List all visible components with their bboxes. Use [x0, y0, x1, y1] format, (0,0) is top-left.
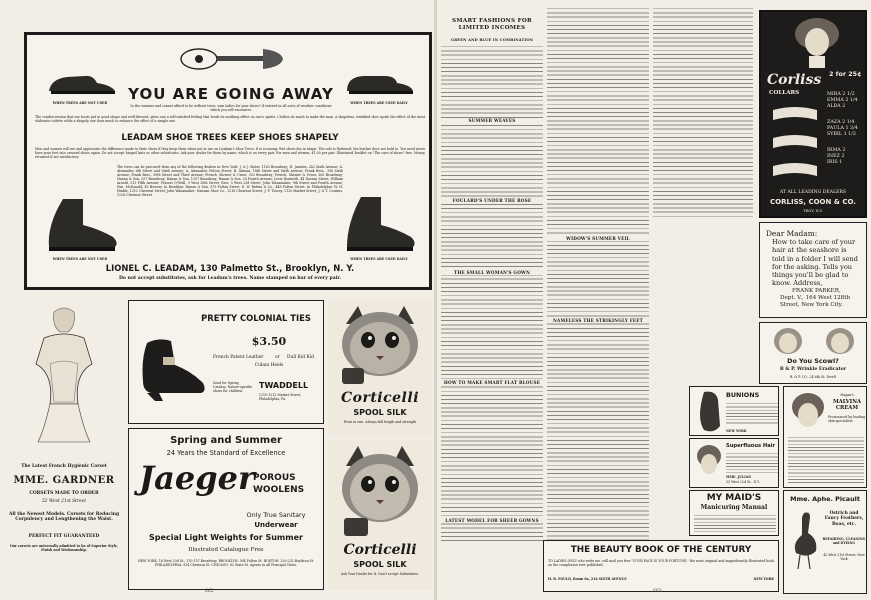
headline: YOU ARE GOING AWAY	[128, 85, 334, 103]
corliss-brand: Corliss	[767, 72, 822, 88]
leadam-subhead: LEADAM SHOE TREES KEEP SHOES SHAPELY	[121, 133, 339, 143]
shoe-used-top	[345, 73, 415, 95]
jaeger-woolens: WOOLENS	[253, 485, 305, 495]
superfluous-hair-ad	[689, 438, 779, 488]
jaeger-special: Special Light Weights for Summer	[149, 533, 303, 542]
section-summer-weaves: SUMMER WEAVES	[441, 118, 543, 123]
collar-name: IRIS 1	[827, 160, 843, 165]
corticelli-ad-top	[328, 300, 432, 436]
colonial-material-2: Dull Kid Kid	[287, 355, 314, 360]
woman-portrait-illustration	[787, 14, 847, 70]
beauty-footer: H. R. FOULD, Room 8a, 214 SIXTH AVENUE	[548, 577, 627, 581]
colonial-title: PRETTY COLONIAL TIES	[201, 313, 311, 323]
corticelli-brand-top: Corticelli	[340, 390, 420, 406]
section-widow-veil: WIDOW'S SUMMER VEIL	[547, 236, 649, 241]
bunions-ad	[689, 386, 779, 436]
collar-name: IRMA 2	[827, 148, 846, 153]
collar-name: SYBIL 1 1/2	[827, 132, 856, 137]
corticelli-ad-bottom	[328, 440, 432, 590]
collar-name: EMMA 2 1/4	[827, 98, 858, 103]
corticelli-sub-top: SPOOL SILK	[353, 408, 407, 417]
corset-figure-illustration	[14, 304, 114, 444]
corliss-city: TROY, N.Y.	[803, 209, 823, 213]
hair-title: Superfluous Hair	[726, 443, 776, 449]
gardner-address: 52 West 21st Street	[42, 499, 86, 504]
woman-face-illustration	[694, 442, 724, 486]
wrinkle-product: B & P. Wrinkle Eradicator	[779, 367, 847, 372]
mymaids-subtitle: Manicuring Manual	[700, 504, 768, 511]
malvina-note: Pronounced by leading skin specialists	[828, 415, 866, 423]
picault-line-2: REPAIRING, CLEANING and DYEING	[822, 537, 866, 545]
my-maids-ad	[689, 490, 779, 536]
corliss-maker: CORLISS, COON & CO.	[770, 198, 856, 206]
corliss-collars-ad	[759, 10, 867, 218]
colonial-shoe-illustration	[137, 335, 209, 405]
parker-name: FRANK PARKER,	[792, 287, 841, 294]
boot-not-used-bottom	[43, 195, 123, 255]
article-byline: GREEN AND BLUE IN COMBINATION	[450, 38, 534, 42]
colonial-address: 1210-1212 Market Street, Philadelphia, Pa.	[259, 393, 302, 401]
kitten-illustration-bottom	[332, 442, 428, 538]
section-small-woman: THE SMALL WOMAN'S GOWN	[441, 270, 543, 275]
beauty-body: TO LADIES ONLY who write me, will mail you free "YOUR FACE IS YOUR FORTUNE," the most original and magnificently illustrated book on the complexion ever published.	[548, 559, 774, 567]
caption-not-used-bottom: WHEN TREES ARE NOT USED	[52, 257, 108, 261]
collar-illustrations	[769, 102, 821, 192]
hair-address: 35 West 22d St., N.Y.	[726, 480, 760, 484]
malvina-body	[788, 435, 864, 483]
intro-text-2: The condescension that our boots put in good shape and well-dressed, gives one a self-satisfied feeling that lends its soothing effect on one's spirits. Clothes do much to make the man. A shapeless, wrinkled shoe spoils the effect of the most elaborate toilette while a shapely one does much to enhance the effect of a simple one.	[35, 115, 425, 123]
article-title: SMART FASHIONS FOR LIMITED INCOMES	[451, 18, 533, 31]
frank-parker-ad	[759, 222, 867, 318]
corliss-collars-label: COLLARS	[769, 90, 800, 96]
gardner-line-1: CORSETS MADE TO ORDER	[29, 491, 99, 496]
foot-illustration	[694, 390, 724, 434]
parker-salutation: Dear Madam:	[766, 229, 818, 238]
corliss-names-group-2	[827, 120, 867, 138]
leadam-dealers: The trees can be procured from any of the following dealers in New York: J. & J. Slater, 1163 Broadway; H. Jantzen, 242 Sixth Avenue; A. Alexander, 6th Street and Sixth Avenue; A. Alexander, Fulton Street; B. Altman, 18th Street and Sixth Avenue; Frank Bros., 358 Sixth Avenue; Frank Bros., 59th Street and Third Avenue; French, Shriner & Urner, 353 Broadway; French, Shriner & Urner, 365 Broadway; Hanan & Son, 297 Broadway; Hanan & Son, 1357 Broadway; Hanan & Son, 30 Fourth Avenue; Levis Rosentilt, 44 Nassau Street; William Arnold, 313 Fifth Avenue; Francis O'Neill, 9 West 28th Street; Rice, 5 West 23d Street; John Wanamaker, 9th Street and Fourth Avenue; Wm. McDonald, 45 Bowery. In Brooklyn: Hanan & Son, 370 Fulton Street; E. W. Batten & Co., 448 Fulton Street. In Philadelphia: W. H. Hinkle, 1212 Chestnut Street; John Wanamaker; Nannan Shoe Co., 1218 Chestnut Street; J. F. Tracey, 1120 Market Street; J. & T. Cousins, 1226 Chestnut Street.	[117, 165, 343, 197]
beauty-title: THE BEAUTY BOOK OF THE CENTURY	[570, 545, 752, 555]
collar-name: ALBA 2	[827, 104, 846, 109]
jaeger-only-true: Only True Sanitary	[246, 511, 306, 519]
leadam-shoe-trees-ad	[24, 32, 432, 290]
colonial-material-1: French Patent Leather	[213, 355, 264, 360]
jaeger-addresses: NEW YORK: 16 West 23d St.; 155-157 Broadway. BROOKLYN: 504 Fulton St. BOSTON: 230-232 Boylston St. PHILADELPHIA: 924 Chestnut St. CHICAGO: 82 State St. Agents in all Principal Cities.	[137, 559, 315, 567]
jaeger-catalogue: Illustrated Catalogue Free	[188, 547, 264, 553]
beauty-city: NEW YORK	[753, 577, 774, 581]
colonial-catalog-note: Send for Spring Catalog. Nature-specific shoes for children.	[213, 381, 253, 393]
leadam-footer: Do not accept substitutes, ask for Leadam's trees. Name stamped on bar of every pair.	[118, 276, 342, 281]
collar-name: PAULA 1 3/4	[827, 126, 858, 131]
leadam-body: Men and women will see and appreciate the difference made to their shoes if they keep them when not in use on Leadam's Shoe Trees. It is economy. Wet shoes dry in shape. The sole is flattened; the leather does not hold to. You need never have your feet into creased shoes again. Do not accept hinged lasts or other substitutes. Ask your dealer for them by name, which is on every pair. For men and women, $1.00 per pair. Illustrated booklet on "The care of shoes" free. Money returned if not satisfactory.	[35, 147, 425, 159]
right-page-number: 663	[653, 589, 662, 594]
colonial-material-3: Cuban Heels	[254, 363, 284, 368]
gardner-corset-ad	[4, 300, 124, 592]
corliss-price: 2 for 25¢	[829, 70, 862, 78]
corticelli-caption-top: Even in size. Always full length and strength	[343, 420, 417, 424]
picault-address: 42 West 21st Street, New York	[823, 553, 865, 561]
corliss-names-group-3	[827, 148, 867, 166]
corticelli-caption-bottom: Ask Your Dealer for It. Don't accept Substitutes.	[341, 572, 419, 576]
malvina-line: Hagan's	[840, 393, 854, 397]
right-page	[437, 0, 871, 600]
colonial-price: $3.50	[251, 335, 287, 348]
gardner-line-2: All the Newest Models. Corsets for Reducing Corpulency and Lengthening the Waist.	[8, 512, 120, 523]
picault-line-1: Ostrich and Fancy Feathers, Boas, etc.	[824, 511, 864, 527]
corticelli-brand-bottom: Corticelli	[343, 542, 417, 558]
colonial-ties-ad	[128, 300, 324, 424]
parker-body: How to take care of your hair at the seashore is told in a folder I will send for the asking. Tells you things you'll be glad to know. Address,	[772, 238, 858, 288]
section-stockings: NAMELESS THE STRIKINGLY FEET	[547, 318, 649, 323]
gardner-name: MME. GARDNER	[13, 475, 115, 486]
mymaids-title: MY MAID'S	[706, 493, 762, 503]
caption-used-bottom: WHEN TREES ARE USED DAILY	[350, 257, 408, 261]
colonial-or: or	[275, 355, 280, 360]
section-flat-blouse: HOW TO MAKE SMART FLAT BLOUSE	[441, 380, 543, 385]
jaeger-title: Spring and Summer	[170, 435, 282, 446]
shoe-tree-illustration	[177, 41, 287, 77]
bunions-body	[726, 401, 778, 425]
wrinkle-heading: Do You Scowl?	[787, 357, 839, 365]
hair-name: MME. JULIAN	[726, 475, 752, 479]
beauty-book-ad	[543, 540, 779, 592]
hair-body	[726, 451, 778, 473]
caption-used-top: WHEN TREES ARE USED DAILY	[350, 101, 408, 105]
jaeger-logo: Jaeger	[139, 459, 255, 497]
bunions-title: BUNIONS	[726, 391, 760, 399]
woman-head-illustration	[788, 391, 828, 431]
jaeger-underwear: Underwear	[254, 521, 298, 529]
colonial-brand: TWADDELL	[259, 381, 309, 390]
collar-name: INEZ 2	[827, 154, 845, 159]
mymaids-body	[694, 513, 776, 533]
wrinkle-address: B. & P. CO., 24 6th St. Dwelt	[789, 375, 837, 379]
wrinkle-eradicator-ad	[759, 322, 867, 384]
picault-name: Mme. Aphe. Picault	[790, 495, 860, 503]
jaeger-porous: POROUS	[253, 473, 296, 483]
gardner-line-4: Our corsets are universally admitted to be of Superior Style, Finish and Workmanship.	[10, 544, 118, 552]
boot-used-bottom	[339, 195, 419, 255]
bunions-address: NEW YORK	[726, 429, 747, 433]
ostrich-illustration	[788, 509, 822, 571]
picault-feathers-ad	[783, 490, 867, 594]
collar-name: ZAZA 2 1/4	[827, 120, 855, 125]
article-column-2	[547, 6, 649, 542]
jaeger-ad	[128, 428, 324, 590]
section-foulards: FOULARD'S UNDER THE ROSE	[441, 198, 543, 203]
left-page	[0, 0, 434, 600]
faces-illustration	[764, 325, 864, 355]
left-page-number: 662	[205, 589, 214, 594]
article-column-3	[653, 6, 753, 220]
caption-not-used-top: WHEN TREES ARE NOT USED	[52, 101, 108, 105]
leadam-signature: LIONEL C. LEADAM, 130 Palmetto St., Brooklyn, N. Y.	[105, 263, 355, 273]
corticelli-sub-bottom: SPOOL SILK	[353, 560, 407, 569]
intro-text: In the summer and cannot afford to be without trees, vain ladies for your shoes? if entered in all sorts of weather conditions which you will encounter.	[130, 104, 332, 112]
malvina-cream-ad	[783, 386, 867, 488]
kitten-illustration-top	[332, 302, 428, 386]
collar-name: MIRA 2 1/2	[827, 92, 855, 97]
gardner-line-3: PERFECT FIT GUARANTEED	[28, 534, 100, 539]
jaeger-subtitle: 24 Years the Standard of Excellence	[166, 449, 286, 457]
parker-address: Dept. V., 164 West 128th Street, New York City.	[780, 294, 851, 308]
section-sheer-gowns: LATEST MODEL FOR SHEER GOWNS	[441, 518, 543, 523]
gardner-tagline: The Latest French Hygienic Corset	[21, 464, 107, 469]
corliss-names-group-1	[827, 92, 867, 110]
malvina-product: MALVINA CREAM	[832, 399, 861, 411]
shoe-not-used-top	[47, 73, 117, 95]
corliss-dealers: AT ALL LEADING DEALERS	[779, 190, 847, 195]
